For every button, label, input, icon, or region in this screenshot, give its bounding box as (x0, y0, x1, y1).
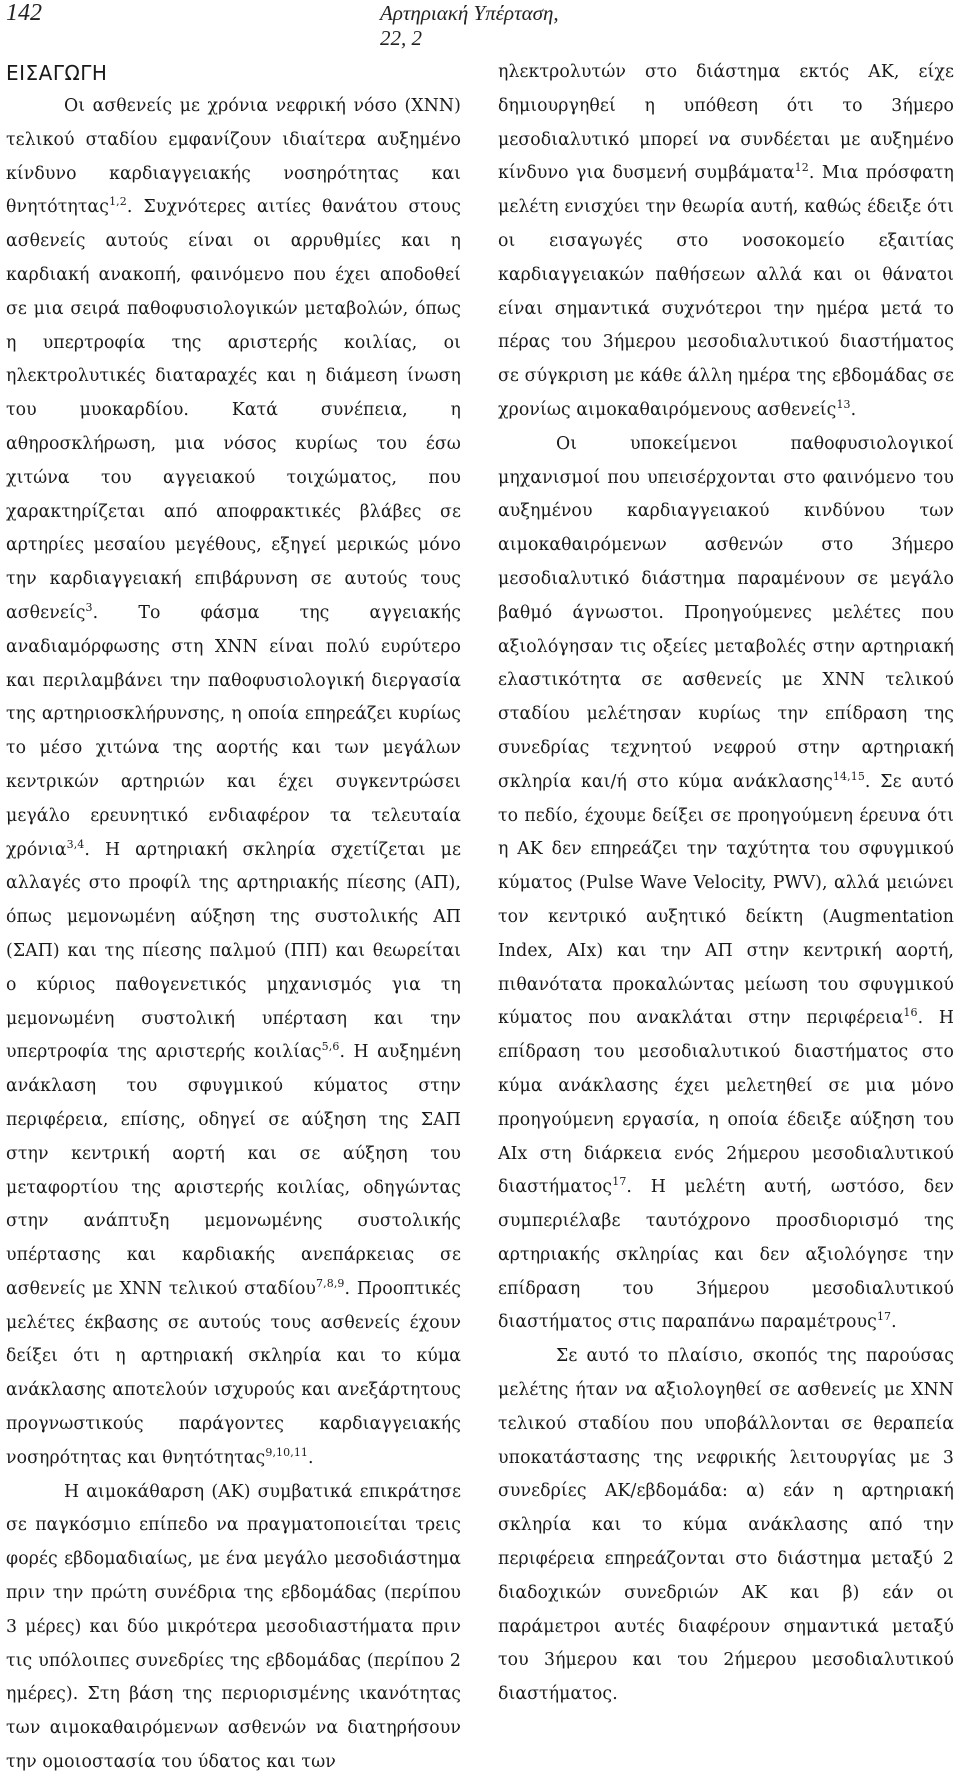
citation-superscript: 16 (903, 1006, 918, 1020)
text-run: Οι ασθενείς με χρόνια νεφρική νόσο (ΧΝΝ) τελικού σταδίου εμφανίζουν ιδιαίτερα αυξημένο κίνδυνο καρδιαγγειακής νοσηρότητας και θνητότητας (6, 96, 461, 218)
text-run: . Η αρτηριακή σκληρία σχετίζεται με αλλαγές στο προφίλ της αρτηριακής πίεσης (ΑΠ), όπως μεμονωμένη αύξηση της συστολικής ΑΠ (ΣΑΠ) και της πίεσης παλμού (ΠΠ) και θεωρείται ο κύριος παθογενετικός μηχανισμός για τη μεμονωμένη συστολική υπέρταση και την υπερτροφία της αριστερής κοιλίας (6, 839, 461, 1063)
citation-superscript: 12 (794, 161, 809, 175)
citation-superscript: 5,6 (321, 1040, 340, 1054)
citation-superscript: 14,15 (832, 769, 865, 783)
text-run: . (308, 1447, 314, 1468)
text-run: Οι υποκείμενοι παθοφυσιολογικοί μηχανισμοί που υπεισέρχονται στο φαινόμενο του αυξημένου καρδιαγγειακού κινδύνου των αιμοκαθαιρόμενων ασθενών στο 3ήμερο μεσοδιαλυτικό διάστημα παραμένουν σε μεγάλο βαθμό άγνωστοι. Προηγούμενες μελέτες που αξιολόγησαν τις οξείες μεταβολές στην αρτηριακή ελαστικότητα σε ασθενείς με ΧΝΝ τελικού σταδίου μελέτησαν κυρίως την επίδραση της συνεδρίας τεχνητού νεφρού στην αρτηριακή σκληρία και/ή στο κύμα ανάκλασης (498, 433, 954, 792)
text-run: . (891, 1312, 897, 1333)
citation-superscript: 3,4 (66, 837, 85, 851)
citation-superscript: 9,10,11 (265, 1446, 309, 1460)
text-run: Η αιμοκάθαρση (ΑΚ) συμβατικά επικράτησε σε παγκόσμιο επίπεδο να πραγματοποιείται τρεις φορές εβδομαδιαίως, με ένα μεγάλο μεσοδιάστημα πριν την πρώτη συνέδρια της εβδομάδας (περίπου 3 μέρες) και δύο μικρότερα μεσοδιαστήματα πριν τις υπόλοιπες συνεδρίες της εβδομάδας (περίπου 2 ημέρες). Στη βάση της περιορισμένης ικανότητας των αιμοκαθαιρόμενων ασθενών να διατηρήσουν την ομοιοστασία του ύδατος και των (6, 1481, 461, 1773)
citation-superscript: 3 (85, 601, 93, 615)
text-run: Σε αυτό το πλαίσιο, σκοπός της παρούσας μελέτης ήταν να αξιολογηθεί σε ασθενείς με ΧΝΝ τελικού σταδίου που υποβάλλονται σε θεραπεία υποκατάστασης της νεφρικής λειτουργίας με 3 συνεδρίες ΑΚ/εβδομάδα: α) εάν η αρτηριακή σκληρία και το κύμα ανάκλασης από την περιφέρεια επηρεάζονται στο διάστημα μεταξύ 2 διαδοχικών συνεδριών ΑΚ και β) εάν οι παράμετροι αυτές διαφέρουν σημαντικά μεταξύ του 3ήμερου και του 2ήμερου μεσοδιαλυτικού διαστήματος. (498, 1346, 954, 1705)
citation-superscript: 13 (836, 398, 851, 412)
running-header (6, 0, 586, 50)
text-run: ηλεκτρολυτών στο διάστημα εκτός ΑΚ, είχε δημιουργηθεί η υπόθεση ότι το 3ήμερο μεσοδιαλυτικό μπορεί να συνδέεται με αυξημένο κίνδυνο για δυσμενή συμβάματα (498, 62, 954, 184)
citation-superscript: 17 (612, 1175, 627, 1189)
text-run: . Σε αυτό το πεδίο, έχουμε δείξει σε προηγούμενη έρευνα ότι η ΑΚ δεν επηρεάζει την ταχύτητα του σφυγμικού κύματος (Pulse Wave Velocity, PWV), αλλά μειώνει τον κεντρικό αυξητικό δείκτη (Augmentation Index, AIx) και την ΑΠ στην κεντρική αορτή, πιθανότατα προκαλώντας μείωση του σφυγμικού κύματος που ανακλάται στην περιφέρεια (498, 771, 954, 1029)
citation-superscript: 7,8,9 (316, 1277, 345, 1291)
text-run: . (850, 399, 857, 420)
right-column (498, 56, 954, 1712)
left-column (6, 56, 461, 1780)
text-run: . Το φάσμα της αγγειακής αναδιαμόρφωσης στη ΧΝΝ είναι πολύ ευρύτερο και περιλαμβάνει την παθοφυσιολογική διεργασία της αρτηριοσκλήρυνσης, η οποία επηρεάζει κυρίως το μέσο χιτώνα της αορτής και των μεγάλων κεντρικών αρτηριών και έχει συγκεντρώσει μεγάλο ερευνητικό ενδιαφέρον τα τελευταία χρόνια (6, 602, 461, 860)
text-run: . Η αυξημένη ανάκλαση του σφυγμικού κύματος στην περιφέρεια, επίσης, οδηγεί σε αύξηση της ΣΑΠ στην κεντρική αορτή και σε αύξηση του μεταφορτίου της αριστερής κοιλίας, οδηγώντας στην ανάπτυξη μεμονωμένης συστολικής υπέρτασης και καρδιακής ανεπάρκειας σε ασθενείς με ΧΝΝ τελικού σταδίου (6, 1042, 461, 1299)
paragraph (498, 428, 954, 1341)
paragraph (498, 56, 954, 428)
text-run: . Συχνότερες αιτίες θανάτου στους ασθενείς αυτούς είναι οι αρρυθμίες και η καρδιακή ανακοπή, φαινόμενο που έχει αποδοθεί σε μια σειρά παθοφυσιολογικών μεταβολών, όπως η υπερτροφία της αριστερής κοιλίας, οι ηλεκτρολυτικές διαταραχές και η διάμεση ίνωση του μυοκαρδίου. Κατά συνέπεια, η αθηροσκλήρωση, μια νόσος κυρίως του έσω χιτώνα του αγγειακού τοιχώματος, που χαρακτηρίζεται από αποφρακτικές βλάβες σε αρτηρίες μεσαίου μεγέθους, εξηγεί μερικώς μόνο την καρδιαγγειακή επιβάρυνση σε αυτούς τους ασθενείς (6, 197, 461, 623)
page-number: 142 (6, 0, 42, 26)
text-run: . Μια πρόσφατη μελέτη ενισχύει την θεωρία αυτή, καθώς έδειξε ότι οι εισαγωγές στο νοσοκομείο εξαιτίας καρδιαγγειακών παθήσεων αλλά και οι θάνατοι είναι σημαντικά συχνότεροι την ημέρα μετά το πέρας του 3ήμερου μεσοδιαλυτικού διαστήματος σε σύγκριση με κάθε άλλη ημέρα της εβδομάδας σε χρονίως αιμοκαθαιρόμενους ασθενείς (498, 163, 954, 420)
journal-title: Αρτηριακή Υπέρταση, 22, 2 (380, 1, 559, 50)
text-run: . Η μελέτη αυτή, ωστόσο, δεν συμπεριέλαβε ταυτόχρονο προσδιορισμό της αρτηριακής σκληρίας και δεν αξιολόγησε την επίδραση του 3ήμερου μεσοδιαλυτικού διαστήματος στις παραπάνω παραμέτρους (498, 1177, 954, 1333)
paragraph (498, 1340, 954, 1712)
citation-superscript: 17 (876, 1310, 892, 1324)
paragraph (6, 1476, 461, 1780)
text-run: . Προοπτικές μελέτες έκβασης σε αυτούς τους ασθενείς έχουν δείξει ότι η αρτηριακή σκληρία και το κύμα ανάκλασης αποτελούν ισχυρούς και ανεξάρτητους προγνωστικούς παράγοντες καρδιαγγειακής νοσηρότητας και θνητότητας (6, 1278, 461, 1468)
citation-superscript: 1,2 (109, 195, 127, 209)
section-heading: ΕΙΣΑΓΩΓΗ (6, 61, 108, 85)
text-run: . Η επίδραση του μεσοδιαλυτικού διαστήματος στο κύμα ανάκλασης έχει μελετηθεί σε μια μόνο προηγούμενη εργασία, η οποία έδειξε αύξηση του AIx στη διάρκεια ενός 2ήμερου μεσοδιαλυτικού διαστήματος (498, 1008, 955, 1198)
paragraph (6, 90, 461, 1476)
